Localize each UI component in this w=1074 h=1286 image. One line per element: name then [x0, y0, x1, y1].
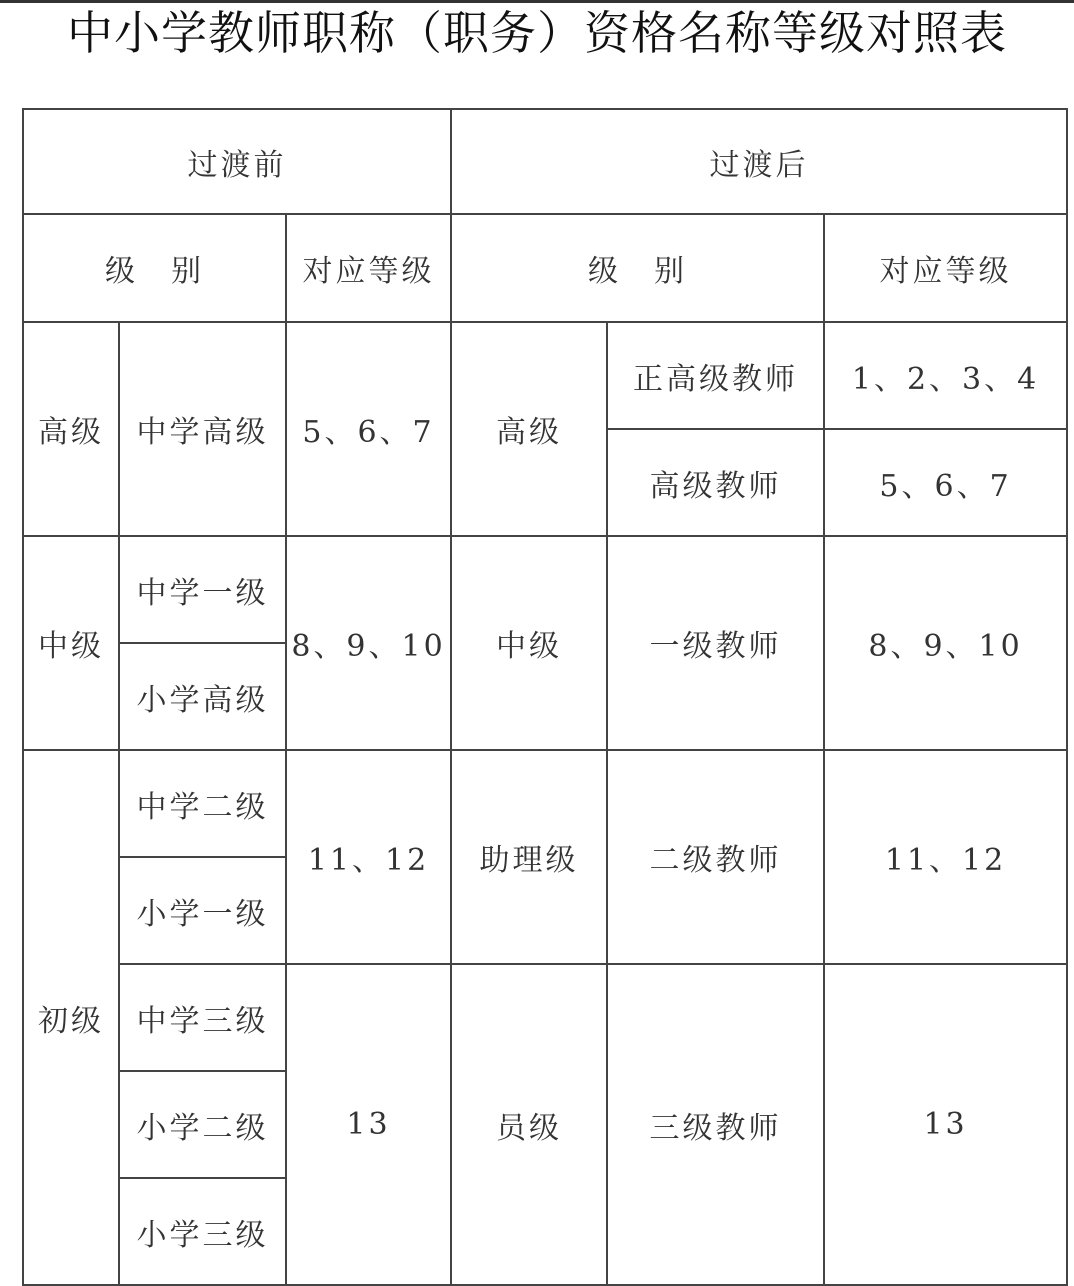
table-row — [23, 322, 1067, 429]
cell: 一级教师 — [607, 536, 824, 750]
cell: 11、12 — [824, 750, 1067, 964]
table-row — [23, 750, 1067, 857]
cell: 正高级教师 — [607, 322, 824, 429]
table-subheader-row — [23, 214, 1067, 322]
cell: 小学二级 — [119, 1071, 286, 1178]
table-row — [23, 964, 1067, 1071]
header-before-grade: 对应等级 — [286, 214, 451, 322]
cell: 小学高级 — [119, 643, 286, 750]
header-before-level: 级 别 — [23, 214, 286, 322]
cell: 5、6、7 — [824, 429, 1067, 536]
grade-comparison-table — [22, 108, 1068, 1286]
header-after-grade: 对应等级 — [824, 214, 1067, 322]
cell: 中学二级 — [119, 750, 286, 857]
cell: 13 — [286, 964, 451, 1285]
table-header-row — [23, 109, 1067, 214]
cell: 1、2、3、4 — [824, 322, 1067, 429]
cell: 二级教师 — [607, 750, 824, 964]
cell: 11、12 — [286, 750, 451, 964]
cell: 三级教师 — [607, 964, 824, 1285]
cell: 员级 — [451, 964, 607, 1285]
cell: 中学高级 — [119, 322, 286, 536]
cell: 初级 — [23, 750, 119, 1285]
cell: 5、6、7 — [286, 322, 451, 536]
cell: 8、9、10 — [286, 536, 451, 750]
header-before: 过渡前 — [23, 109, 451, 214]
page-title: 中小学教师职称（职务）资格名称等级对照表 — [67, 6, 1007, 60]
header-after: 过渡后 — [451, 109, 1067, 214]
cell: 中学一级 — [119, 536, 286, 643]
header-after-level: 级 别 — [451, 214, 824, 322]
cell: 8、9、10 — [824, 536, 1067, 750]
cell: 中学三级 — [119, 964, 286, 1071]
cell: 小学一级 — [119, 857, 286, 964]
cell: 中级 — [451, 536, 607, 750]
top-border — [0, 0, 1074, 3]
cell: 中级 — [23, 536, 119, 750]
cell: 高级 — [451, 322, 607, 536]
cell: 高级 — [23, 322, 119, 536]
cell: 小学三级 — [119, 1178, 286, 1285]
table-row — [23, 536, 1067, 643]
cell: 助理级 — [451, 750, 607, 964]
cell: 13 — [824, 964, 1067, 1285]
cell: 高级教师 — [607, 429, 824, 536]
